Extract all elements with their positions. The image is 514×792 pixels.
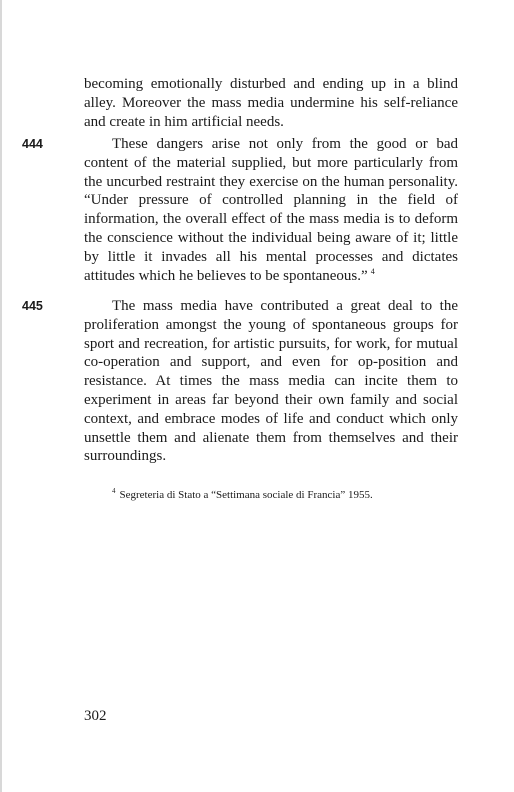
paragraph-number-445: 445 xyxy=(22,299,43,313)
paragraph-number-444: 444 xyxy=(22,137,43,151)
page-edge xyxy=(0,0,2,792)
paragraph-444 xyxy=(84,135,458,285)
page-number: 302 xyxy=(84,708,107,724)
paragraph-444-text: These dangers arise not only from the good or bad content of the material supplied, but more particularly from the uncurbed restraint they exercise on the human personality. “Under pressure of controlled planning in the field of information, the overall effect of the mass media is to deform the conscience without the individual being aware of it; little by little it invades all his mental processes and dictates attitudes which he believes to be spontaneous.” xyxy=(84,136,458,284)
footnote xyxy=(112,488,472,502)
footnote-reference: 4 xyxy=(370,266,375,276)
paragraph-445: The mass media have contributed a great deal to the proliferation amongst the young of spontaneous groups for sport and recreation, for artistic pursuits, for work, for mutual co-operation and support, and even for op-position and resistance. At times the mass media can incite them to experiment in areas far beyond their own family and social context, and embrace modes of life and conduct which only unsettle them and alienate them from themselves and their surroundings. xyxy=(84,298,458,465)
footnote-marker: 4 xyxy=(112,487,116,496)
paragraph-continued: becoming emotionally disturbed and ending up in a blind alley. Moreover the mass media undermine his self-reliance and create in him artificial needs. xyxy=(84,76,458,130)
footnote-text: Segreteria di Stato a “Settimana sociale di Francia” 1955. xyxy=(119,489,373,501)
